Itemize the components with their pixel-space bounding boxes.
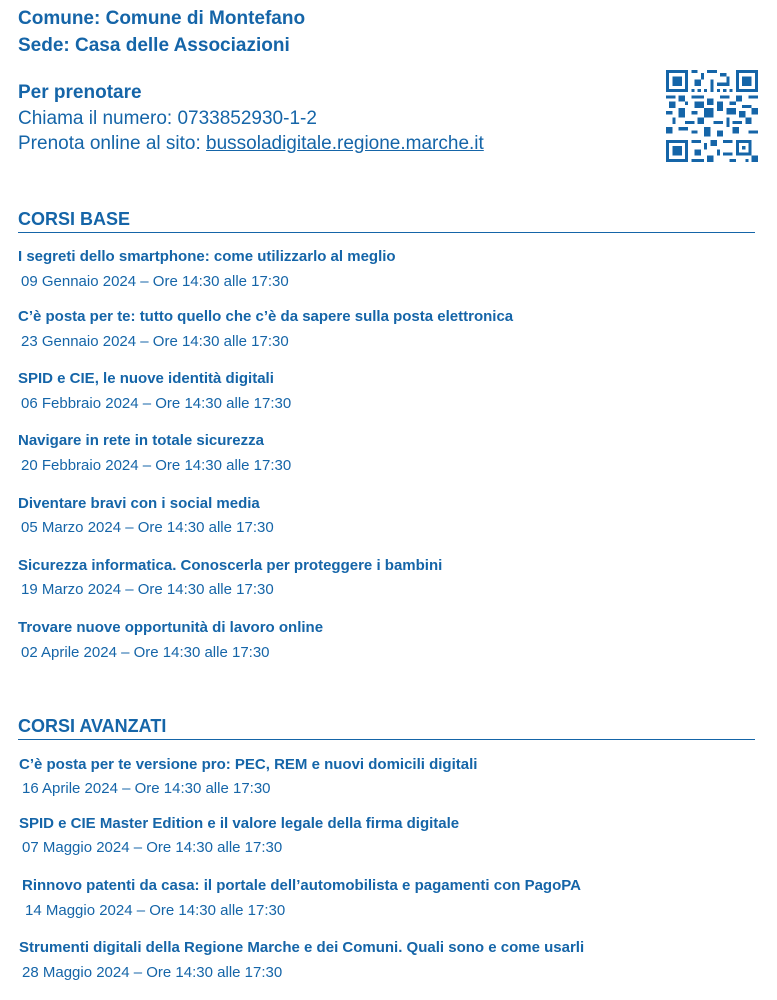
booking-online-line — [18, 133, 484, 155]
booking-phone-line — [18, 108, 317, 130]
section-divider — [18, 739, 755, 740]
comune-label: Comune: Comune di Montefano — [18, 8, 306, 29]
course-title: Sicurezza informatica. Conoscerla per proteggere i bambini — [18, 557, 443, 574]
course-date: 14 Maggio 2024 – Ore 14:30 alle 17:30 — [25, 902, 286, 919]
course-title: Strumenti digitali della Regione Marche e dei Comuni. Quali sono e come usarli — [19, 939, 585, 956]
course-title: C’è posta per te versione pro: PEC, REM e nuovi domicili digitali — [19, 756, 478, 773]
course-title: Rinnovo patenti da casa: il portale dell’automobilista e pagamenti con PagoPA — [22, 877, 581, 894]
course-date: 05 Marzo 2024 – Ore 14:30 alle 17:30 — [21, 519, 274, 536]
course-title: C’è posta per te: tutto quello che c’è da sapere sulla posta elettronica — [18, 308, 514, 325]
corsi-base-heading: CORSI BASE — [18, 209, 131, 229]
course-title: SPID e CIE, le nuove identità digitali — [18, 370, 274, 387]
course-date: 19 Marzo 2024 – Ore 14:30 alle 17:30 — [21, 581, 274, 598]
course-date: 16 Aprile 2024 – Ore 14:30 alle 17:30 — [22, 780, 271, 797]
course-date: 06 Febbraio 2024 – Ore 14:30 alle 17:30 — [21, 395, 292, 412]
booking-site-link[interactable]: bussoladigitale.regione.marche.it — [206, 133, 484, 154]
course-date: 07 Maggio 2024 – Ore 14:30 alle 17:30 — [22, 839, 283, 856]
course-date: 23 Gennaio 2024 – Ore 14:30 alle 17:30 — [21, 333, 289, 350]
sede-label: Sede: Casa delle Associazioni — [18, 35, 290, 56]
course-date: 09 Gennaio 2024 – Ore 14:30 alle 17:30 — [21, 273, 289, 290]
course-title: I segreti dello smartphone: come utilizzarlo al meglio — [18, 248, 396, 265]
section-divider — [18, 232, 755, 233]
phone-prefix: Chiama il numero: — [18, 108, 178, 129]
course-date: 28 Maggio 2024 – Ore 14:30 alle 17:30 — [22, 964, 283, 981]
course-title: Diventare bravi con i social media — [18, 495, 260, 512]
online-prefix: Prenota online al sito: — [18, 133, 207, 154]
corsi-avanzati-heading: CORSI AVANZATI — [18, 716, 167, 736]
course-title: Trovare nuove opportunità di lavoro online — [18, 619, 324, 636]
course-title: Navigare in rete in totale sicurezza — [18, 432, 264, 449]
course-date: 02 Aprile 2024 – Ore 14:30 alle 17:30 — [21, 644, 270, 661]
phone-number[interactable]: 0733852930-1-2 — [177, 108, 317, 129]
course-title: SPID e CIE Master Edition e il valore legale della firma digitale — [19, 815, 460, 832]
booking-title: Per prenotare — [18, 82, 142, 103]
qr-code-icon[interactable] — [666, 70, 758, 162]
course-date: 20 Febbraio 2024 – Ore 14:30 alle 17:30 — [21, 457, 292, 474]
